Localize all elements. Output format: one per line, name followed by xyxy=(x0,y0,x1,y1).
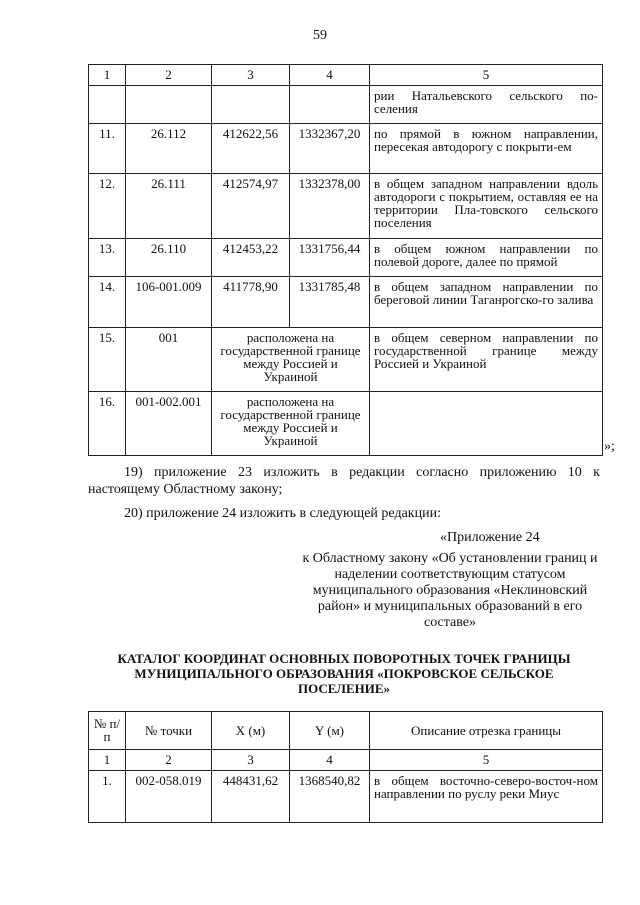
point-id: 001 xyxy=(126,328,212,392)
column-number: 5 xyxy=(370,65,603,86)
amendment-paragraph-19: 19) приложение 23 изложить в редакции согласно приложению 10 к настоящему Областному закону; xyxy=(88,465,600,497)
amendment-paragraph-20: 20) приложение 24 изложить в следующей редакции: xyxy=(124,506,441,521)
row-number: 11. xyxy=(89,124,126,174)
row-number: 12. xyxy=(89,174,126,239)
point-id: 26.112 xyxy=(126,124,212,174)
row-number: 16. xyxy=(89,392,126,456)
segment-description: в общем южном направлении по полевой дороге, далее по прямой xyxy=(370,239,603,277)
column-number: 2 xyxy=(126,750,212,771)
x-coordinate: 411778,90 xyxy=(212,277,290,328)
y-coordinate: 1331785,48 xyxy=(290,277,370,328)
column-header: Описание отрезка границы xyxy=(370,712,603,750)
table-row xyxy=(89,174,603,239)
segment-description: рии Натальевского сельского по-селения xyxy=(370,86,603,124)
appendix-title: «Приложение 24 xyxy=(440,530,540,545)
column-number: 3 xyxy=(212,750,290,771)
page-number: 59 xyxy=(313,28,327,43)
y-coordinate: 1368540,82 xyxy=(290,771,370,823)
x-coordinate: 412453,22 xyxy=(212,239,290,277)
segment-description: в общем западном направлении по береговой линии Таганрогско-го залива xyxy=(370,277,603,328)
column-number: 1 xyxy=(89,65,126,86)
column-header: X (м) xyxy=(212,712,290,750)
segment-description: в общем западном направлении вдоль автодороги с покрытием, оставляя ее на территории Пла-товского сельского поселения xyxy=(370,174,603,239)
table-column-numbers xyxy=(89,750,603,771)
table-row xyxy=(89,328,603,392)
closing-quote: »; xyxy=(604,439,615,454)
column-number: 5 xyxy=(370,750,603,771)
point-id: 001-002.001 xyxy=(126,392,212,456)
table-row xyxy=(89,239,603,277)
column-number: 4 xyxy=(290,750,370,771)
column-number: 1 xyxy=(89,750,126,771)
row-number: 14. xyxy=(89,277,126,328)
column-header: Y (м) xyxy=(290,712,370,750)
row-number: 15. xyxy=(89,328,126,392)
location-note: расположена на государственной границе между Россией и Украиной xyxy=(212,328,370,392)
table-header-row xyxy=(89,712,603,750)
x-coordinate: 412622,56 xyxy=(212,124,290,174)
column-header: № п/п xyxy=(89,712,126,750)
x-coordinate: 448431,62 xyxy=(212,771,290,823)
coordinates-table xyxy=(88,711,603,823)
point-id: 106-001.009 xyxy=(126,277,212,328)
column-number: 2 xyxy=(126,65,212,86)
y-coordinate: 1332378,00 xyxy=(290,174,370,239)
catalog-title: КАТАЛОГ КООРДИНАТ ОСНОВНЫХ ПОВОРОТНЫХ ТОЧЕК ГРАНИЦЫ МУНИЦИПАЛЬНОГО ОБРАЗОВАНИЯ «ПОКРОВСКОЕ СЕЛЬСКОЕ ПОСЕЛЕНИЕ» xyxy=(117,651,571,696)
table-row xyxy=(89,277,603,328)
segment-description: по прямой в южном направлении, пересекая автодорогу с покрыти-ем xyxy=(370,124,603,174)
column-number: 4 xyxy=(290,65,370,86)
segment-description xyxy=(370,392,603,456)
x-coordinate: 412574,97 xyxy=(212,174,290,239)
column-header: № точки xyxy=(126,712,212,750)
point-id: 26.111 xyxy=(126,174,212,239)
table-row xyxy=(89,392,603,456)
table-column-numbers xyxy=(89,65,603,86)
location-note: расположена на государственной границе между Россией и Украиной xyxy=(212,392,370,456)
segment-description: в общем восточно-северо-восточ-ном направлении по руслу реки Миус xyxy=(370,771,603,823)
row-number: 13. xyxy=(89,239,126,277)
segment-description: в общем северном направлении по государственной границе между Россией и Украиной xyxy=(370,328,603,392)
point-id: 002-058.019 xyxy=(126,771,212,823)
table-row xyxy=(89,124,603,174)
table-row xyxy=(89,771,603,823)
y-coordinate: 1332367,20 xyxy=(290,124,370,174)
table-row xyxy=(89,86,603,124)
point-id: 26.110 xyxy=(126,239,212,277)
row-number: 1. xyxy=(89,771,126,823)
column-number: 3 xyxy=(212,65,290,86)
coordinates-table-continued xyxy=(88,64,603,456)
appendix-reference: к Областному закону «Об установлении границ и наделении соответствующим статусом муниципального образования «Неклиновский район» и муниципальных образований в его составе» xyxy=(302,551,598,630)
y-coordinate: 1331756,44 xyxy=(290,239,370,277)
